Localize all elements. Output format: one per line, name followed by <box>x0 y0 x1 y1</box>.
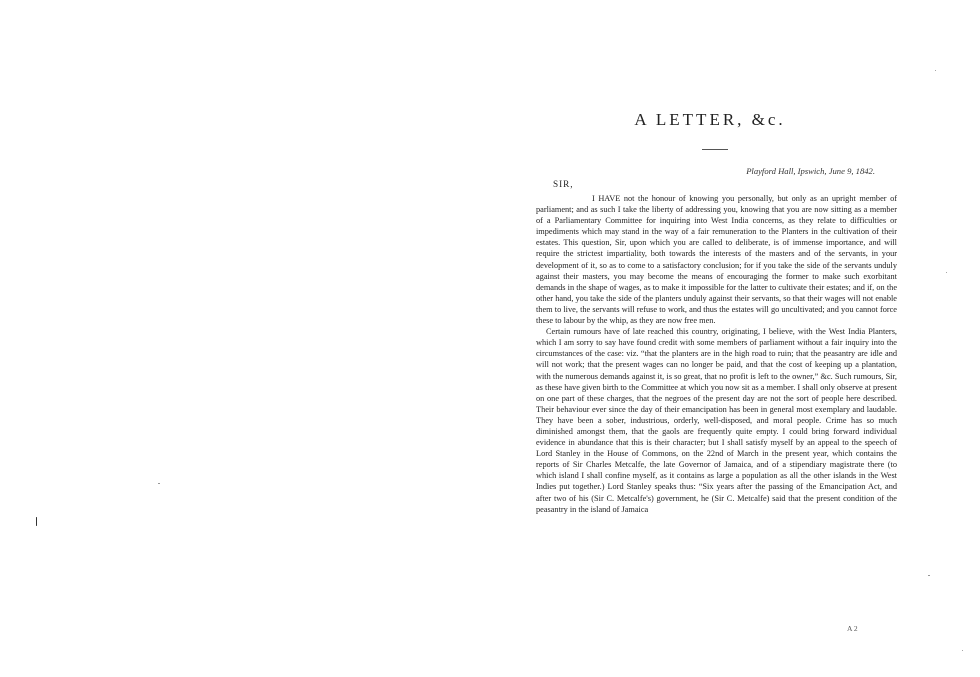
scan-speck <box>946 272 947 273</box>
letter-dateline: Playford Hall, Ipswich, June 9, 1842. <box>746 166 875 176</box>
scan-speck <box>158 483 160 484</box>
page-signature-mark: A 2 <box>847 624 858 633</box>
body-paragraph: I HAVE not the honour of knowing you personally, but only as an upright member of parliament; and as such I take the liberty of addressing you, knowing that you are now sitting as a member of a Parliamentary Committee for inquiring into West India concerns, as they relate to difficulties or impediments which may stand in the way of a fair remuneration to the Planters in the cultivation of their estates. This question, Sir, upon which you are called to deliberate, is of immense importance, and will require the strictest impartiality, both towards the interests of the masters and of the servants, in your development of it, so as to come to a satisfactory conclusion; for if you take the side of the servants unduly against their masters, you may become the means of encouraging the former to make such exorbitant demands in the shape of wages, as to make it impossible for the latter to cultivate their estates; and if, on the other hand, you take the side of the planters unduly against their servants, so that their wages will not enable them to live, the servants will refuse to work, and thus the estates will go uncultivated; and you cannot force these to labour by the whip, as they are now free men. <box>536 194 897 326</box>
scan-speck <box>928 575 930 576</box>
scan-speck <box>935 70 936 71</box>
title-divider <box>702 149 728 150</box>
scan-speck <box>36 517 37 526</box>
letter-title: A LETTER, &c. <box>634 110 786 129</box>
scan-speck <box>962 650 963 651</box>
letter-body <box>536 193 897 515</box>
letter-salutation: SIR, <box>553 179 574 189</box>
body-paragraph: Certain rumours have of late reached this country, originating, I believe, with the West India Planters, which I am sorry to say have found credit with some members of parliament without a fair inquiry into the circumstances of the case: viz. “that the planters are in the high road to ruin; that the peasantry are idle and will not work; that the present wages can no longer be paid, and that the cost of keeping up a plantation, with the numerous demands against it, is so great, that no profit is left to the owner,” &c. Such rumours, Sir, as these have given birth to the Committee at which you now sit as a member. I shall only observe at present on one part of these charges, that the negroes of the present day are not the sort of people here described. Their behaviour ever since the day of their emancipation has been in general most exemplary and laudable. They have been a sober, industrious, orderly, well-disposed, and moral people. Crime has so much diminished amongst them, that the gaols are frequently quite empty. I could bring forward individual evidence in abundance that this is their character; but I shall satisfy myself by an appeal to the speech of Lord Stanley in the House of Commons, on the 22nd of March in the present year, which contains the reports of Sir Charles Metcalfe, the late Governor of Jamaica, and of a stipendiary magistrate there (to which island I shall confine myself, as it contains as large a population as all the other islands in the West Indies put together.) Lord Stanley speaks thus: “Six years after the passing of the Emancipation Act, and after two of his (Sir C. Metcalfe's) government, he (Sir C. Metcalfe) said that the present condition of the peasantry in the island of Jamaica <box>536 327 897 514</box>
